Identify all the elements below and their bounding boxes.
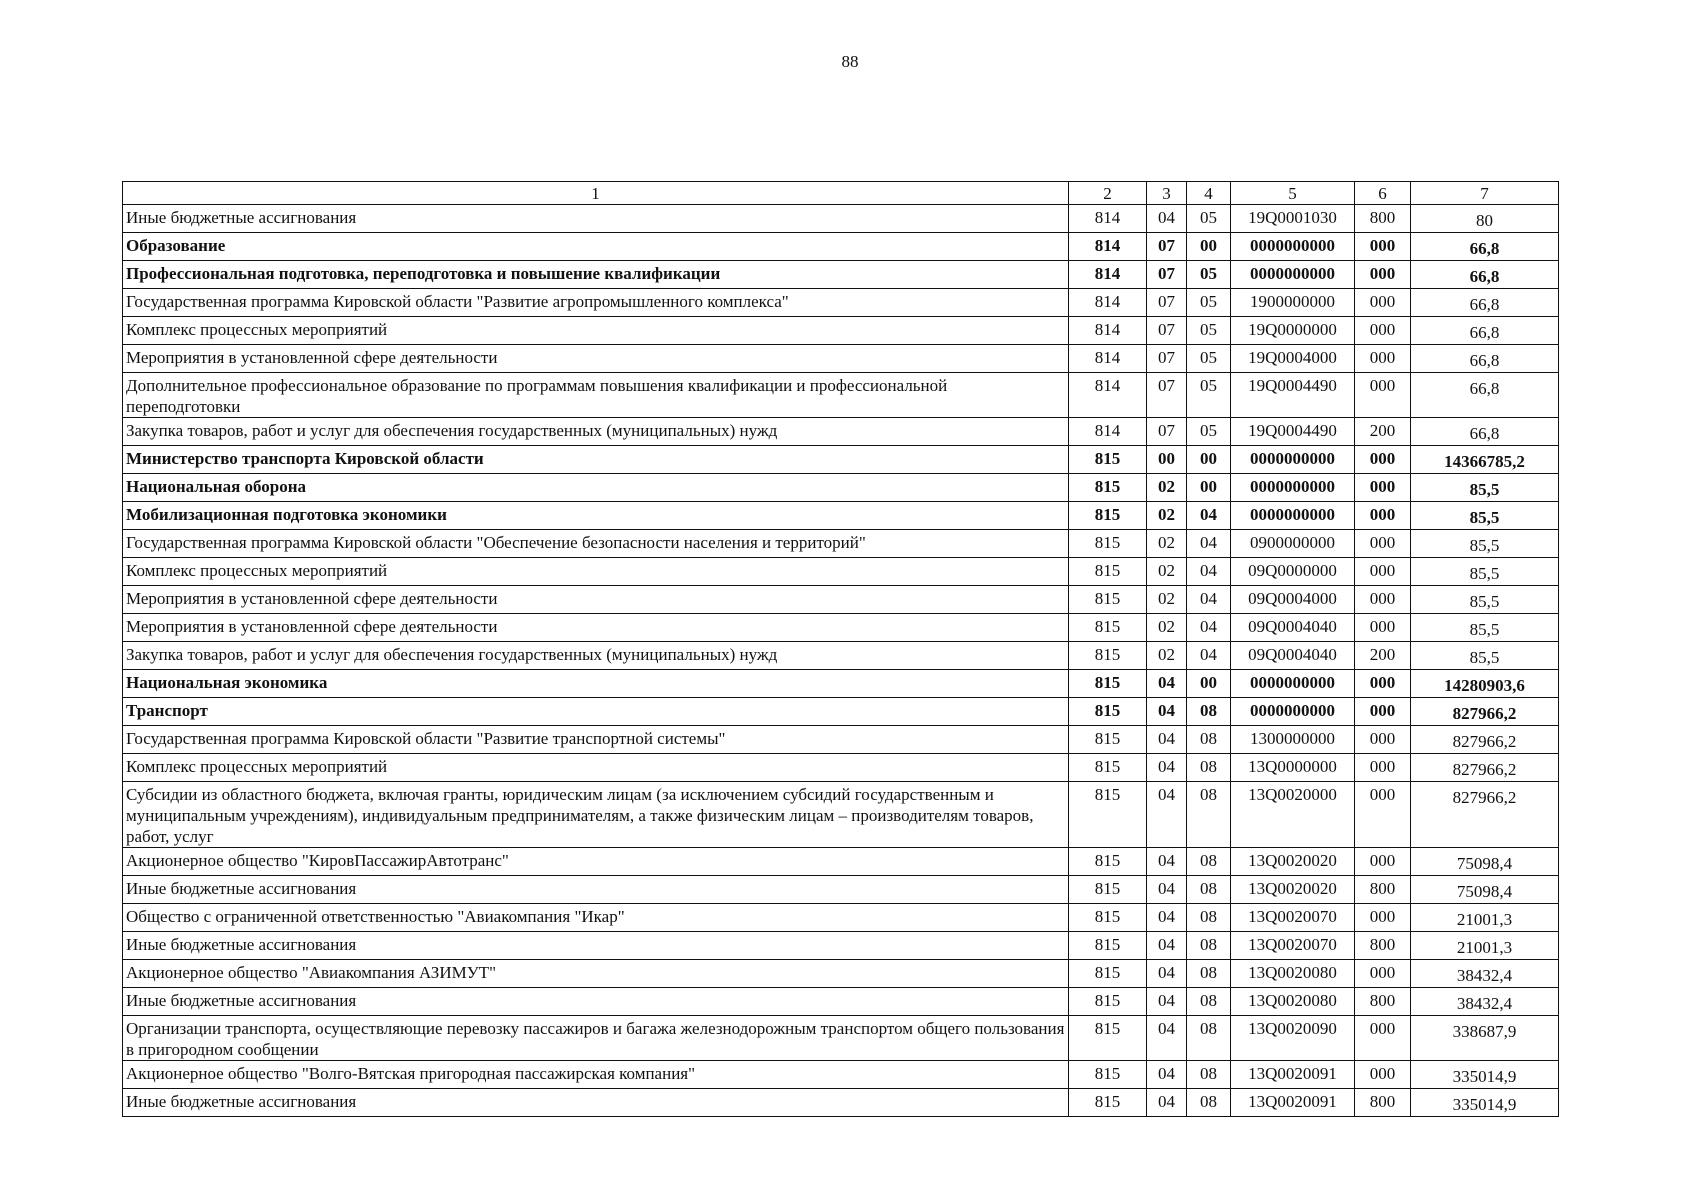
cell-section: 04 — [1147, 754, 1187, 782]
cell-name: Иные бюджетные ассигнования — [123, 932, 1069, 960]
cell-grbs: 815 — [1069, 698, 1147, 726]
cell-amount: 66,8 — [1411, 317, 1559, 345]
cell-amount: 827966,2 — [1411, 754, 1559, 782]
cell-expense-type: 800 — [1355, 988, 1411, 1016]
cell-name: Акционерное общество "Волго-Вятская пригородная пассажирская компания" — [123, 1061, 1069, 1089]
cell-grbs: 814 — [1069, 261, 1147, 289]
cell-grbs: 815 — [1069, 876, 1147, 904]
page-number: 88 — [841, 52, 859, 71]
cell-expense-type: 800 — [1355, 205, 1411, 233]
cell-subsection: 08 — [1187, 698, 1231, 726]
header-cell: 6 — [1355, 182, 1411, 205]
cell-subsection: 04 — [1187, 586, 1231, 614]
cell-target-article: 13Q0020090 — [1231, 1016, 1355, 1061]
cell-section: 04 — [1147, 848, 1187, 876]
cell-grbs: 815 — [1069, 726, 1147, 754]
cell-name: Организации транспорта, осуществляющие перевозку пассажиров и багажа железнодорожным транспортом общего пользования в пригородном сообщении — [123, 1016, 1069, 1061]
cell-name: Мероприятия в установленной сфере деятельности — [123, 586, 1069, 614]
cell-subsection: 05 — [1187, 418, 1231, 446]
cell-name: Государственная программа Кировской области "Развитие транспортной системы" — [123, 726, 1069, 754]
cell-subsection: 08 — [1187, 904, 1231, 932]
cell-grbs: 814 — [1069, 233, 1147, 261]
cell-name: Общество с ограниченной ответственностью "Авиакомпания "Икар" — [123, 904, 1069, 932]
cell-subsection: 04 — [1187, 558, 1231, 586]
cell-section: 02 — [1147, 530, 1187, 558]
cell-section: 02 — [1147, 558, 1187, 586]
cell-name: Министерство транспорта Кировской области — [123, 446, 1069, 474]
cell-section: 04 — [1147, 932, 1187, 960]
cell-section: 04 — [1147, 988, 1187, 1016]
cell-subsection: 08 — [1187, 782, 1231, 848]
cell-section: 02 — [1147, 502, 1187, 530]
cell-amount: 66,8 — [1411, 373, 1559, 418]
cell-amount: 75098,4 — [1411, 848, 1559, 876]
cell-name: Субсидии из областного бюджета, включая гранты, юридическим лицам (за исключением субсидий государственным и муниципальным учреждениям), индивидуальным предпринимателям, а также физическим лицам – производителям товаров, работ, услуг — [123, 782, 1069, 848]
cell-grbs: 815 — [1069, 474, 1147, 502]
cell-amount: 66,8 — [1411, 261, 1559, 289]
cell-amount: 85,5 — [1411, 642, 1559, 670]
cell-expense-type: 800 — [1355, 932, 1411, 960]
cell-subsection: 08 — [1187, 932, 1231, 960]
cell-subsection: 08 — [1187, 848, 1231, 876]
cell-amount: 21001,3 — [1411, 932, 1559, 960]
cell-target-article: 13Q0020070 — [1231, 904, 1355, 932]
cell-section: 04 — [1147, 1089, 1187, 1117]
cell-subsection: 08 — [1187, 960, 1231, 988]
cell-grbs: 815 — [1069, 614, 1147, 642]
cell-expense-type: 000 — [1355, 670, 1411, 698]
cell-grbs: 814 — [1069, 345, 1147, 373]
cell-name: Комплекс процессных мероприятий — [123, 317, 1069, 345]
cell-expense-type: 200 — [1355, 642, 1411, 670]
cell-grbs: 815 — [1069, 558, 1147, 586]
cell-target-article: 1900000000 — [1231, 289, 1355, 317]
cell-subsection: 08 — [1187, 876, 1231, 904]
cell-name: Дополнительное профессиональное образование по программам повышения квалификации и профессиональной переподготовки — [123, 373, 1069, 418]
cell-grbs: 815 — [1069, 960, 1147, 988]
cell-subsection: 08 — [1187, 1061, 1231, 1089]
cell-target-article: 0000000000 — [1231, 698, 1355, 726]
cell-amount: 75098,4 — [1411, 876, 1559, 904]
cell-grbs: 815 — [1069, 446, 1147, 474]
cell-expense-type: 000 — [1355, 345, 1411, 373]
cell-grbs: 815 — [1069, 1016, 1147, 1061]
cell-subsection: 00 — [1187, 474, 1231, 502]
cell-grbs: 815 — [1069, 642, 1147, 670]
cell-section: 02 — [1147, 474, 1187, 502]
cell-expense-type: 000 — [1355, 698, 1411, 726]
table-row — [123, 1061, 1559, 1089]
cell-name: Комплекс процессных мероприятий — [123, 558, 1069, 586]
cell-section: 07 — [1147, 261, 1187, 289]
cell-name: Национальная оборона — [123, 474, 1069, 502]
cell-section: 02 — [1147, 642, 1187, 670]
cell-target-article: 0000000000 — [1231, 261, 1355, 289]
cell-amount: 66,8 — [1411, 418, 1559, 446]
cell-target-article: 13Q0020020 — [1231, 876, 1355, 904]
cell-grbs: 815 — [1069, 904, 1147, 932]
cell-grbs: 814 — [1069, 289, 1147, 317]
cell-target-article: 13Q0000000 — [1231, 754, 1355, 782]
cell-subsection: 08 — [1187, 1016, 1231, 1061]
cell-section: 04 — [1147, 205, 1187, 233]
cell-target-article: 13Q0020020 — [1231, 848, 1355, 876]
cell-expense-type: 000 — [1355, 261, 1411, 289]
cell-name: Закупка товаров, работ и услуг для обеспечения государственных (муниципальных) нужд — [123, 642, 1069, 670]
cell-amount: 85,5 — [1411, 474, 1559, 502]
table-row — [123, 586, 1559, 614]
table-row — [123, 1089, 1559, 1117]
cell-name: Мероприятия в установленной сфере деятельности — [123, 614, 1069, 642]
header-cell: 2 — [1069, 182, 1147, 205]
cell-subsection: 08 — [1187, 754, 1231, 782]
table-row — [123, 317, 1559, 345]
cell-section: 07 — [1147, 317, 1187, 345]
cell-target-article: 13Q0020091 — [1231, 1089, 1355, 1117]
cell-section: 04 — [1147, 698, 1187, 726]
cell-amount: 14280903,6 — [1411, 670, 1559, 698]
cell-section: 02 — [1147, 586, 1187, 614]
cell-grbs: 814 — [1069, 317, 1147, 345]
cell-amount: 827966,2 — [1411, 782, 1559, 848]
cell-target-article: 09Q0004040 — [1231, 642, 1355, 670]
cell-subsection: 00 — [1187, 670, 1231, 698]
cell-amount: 85,5 — [1411, 558, 1559, 586]
cell-subsection: 05 — [1187, 317, 1231, 345]
cell-expense-type: 000 — [1355, 1016, 1411, 1061]
cell-section: 04 — [1147, 726, 1187, 754]
cell-target-article: 19Q0004490 — [1231, 418, 1355, 446]
cell-target-article: 13Q0020070 — [1231, 932, 1355, 960]
cell-amount: 80 — [1411, 205, 1559, 233]
cell-grbs: 815 — [1069, 754, 1147, 782]
cell-target-article: 09Q0004040 — [1231, 614, 1355, 642]
cell-grbs: 815 — [1069, 988, 1147, 1016]
table-row — [123, 446, 1559, 474]
cell-expense-type: 000 — [1355, 726, 1411, 754]
table-row — [123, 502, 1559, 530]
cell-target-article: 09Q0004000 — [1231, 586, 1355, 614]
cell-grbs: 815 — [1069, 1061, 1147, 1089]
cell-amount: 85,5 — [1411, 530, 1559, 558]
cell-target-article: 13Q0020080 — [1231, 988, 1355, 1016]
cell-subsection: 04 — [1187, 614, 1231, 642]
cell-subsection: 05 — [1187, 289, 1231, 317]
table-row — [123, 205, 1559, 233]
cell-grbs: 815 — [1069, 502, 1147, 530]
table-row — [123, 474, 1559, 502]
cell-amount: 66,8 — [1411, 233, 1559, 261]
table-row — [123, 726, 1559, 754]
cell-subsection: 04 — [1187, 642, 1231, 670]
table-row — [123, 1016, 1559, 1061]
cell-section: 07 — [1147, 345, 1187, 373]
cell-amount: 38432,4 — [1411, 988, 1559, 1016]
cell-expense-type: 800 — [1355, 1089, 1411, 1117]
cell-target-article: 0000000000 — [1231, 670, 1355, 698]
table-row — [123, 345, 1559, 373]
cell-target-article: 19Q0004000 — [1231, 345, 1355, 373]
cell-target-article: 0000000000 — [1231, 446, 1355, 474]
cell-name: Государственная программа Кировской области "Развитие агропромышленного комплекса" — [123, 289, 1069, 317]
cell-target-article: 13Q0020000 — [1231, 782, 1355, 848]
cell-name: Иные бюджетные ассигнования — [123, 1089, 1069, 1117]
cell-name: Закупка товаров, работ и услуг для обеспечения государственных (муниципальных) нужд — [123, 418, 1069, 446]
cell-section: 00 — [1147, 446, 1187, 474]
table-header-row — [123, 182, 1559, 205]
cell-target-article: 13Q0020091 — [1231, 1061, 1355, 1089]
cell-expense-type: 000 — [1355, 233, 1411, 261]
cell-section: 07 — [1147, 233, 1187, 261]
cell-expense-type: 800 — [1355, 876, 1411, 904]
cell-name: Акционерное общество "Авиакомпания АЗИМУТ" — [123, 960, 1069, 988]
cell-amount: 85,5 — [1411, 502, 1559, 530]
cell-target-article: 09Q0000000 — [1231, 558, 1355, 586]
cell-name: Мобилизационная подготовка экономики — [123, 502, 1069, 530]
cell-expense-type: 000 — [1355, 754, 1411, 782]
cell-expense-type: 200 — [1355, 418, 1411, 446]
cell-expense-type: 000 — [1355, 558, 1411, 586]
table-row — [123, 754, 1559, 782]
cell-section: 07 — [1147, 418, 1187, 446]
cell-subsection: 05 — [1187, 373, 1231, 418]
cell-subsection: 05 — [1187, 261, 1231, 289]
cell-expense-type: 000 — [1355, 530, 1411, 558]
cell-amount: 85,5 — [1411, 586, 1559, 614]
table-row — [123, 904, 1559, 932]
header-cell: 7 — [1411, 182, 1559, 205]
cell-name: Комплекс процессных мероприятий — [123, 754, 1069, 782]
cell-grbs: 815 — [1069, 932, 1147, 960]
cell-target-article: 19Q0001030 — [1231, 205, 1355, 233]
table-row — [123, 698, 1559, 726]
table-row — [123, 373, 1559, 418]
table-row — [123, 289, 1559, 317]
cell-name: Иные бюджетные ассигнования — [123, 988, 1069, 1016]
cell-section: 04 — [1147, 782, 1187, 848]
header-cell: 5 — [1231, 182, 1355, 205]
cell-amount: 38432,4 — [1411, 960, 1559, 988]
cell-target-article: 0000000000 — [1231, 233, 1355, 261]
cell-grbs: 815 — [1069, 586, 1147, 614]
cell-name: Иные бюджетные ассигнования — [123, 205, 1069, 233]
cell-section: 04 — [1147, 1016, 1187, 1061]
cell-grbs: 815 — [1069, 530, 1147, 558]
cell-target-article: 0000000000 — [1231, 502, 1355, 530]
cell-expense-type: 000 — [1355, 446, 1411, 474]
header-cell: 4 — [1187, 182, 1231, 205]
cell-target-article: 0900000000 — [1231, 530, 1355, 558]
cell-amount: 66,8 — [1411, 345, 1559, 373]
header-cell: 3 — [1147, 182, 1187, 205]
cell-grbs: 815 — [1069, 848, 1147, 876]
cell-section: 02 — [1147, 614, 1187, 642]
cell-amount: 338687,9 — [1411, 1016, 1559, 1061]
cell-expense-type: 000 — [1355, 502, 1411, 530]
cell-target-article: 0000000000 — [1231, 474, 1355, 502]
table-row — [123, 782, 1559, 848]
cell-grbs: 815 — [1069, 670, 1147, 698]
cell-name: Образование — [123, 233, 1069, 261]
table-row — [123, 960, 1559, 988]
cell-subsection: 00 — [1187, 233, 1231, 261]
table-row — [123, 670, 1559, 698]
cell-target-article: 13Q0020080 — [1231, 960, 1355, 988]
cell-expense-type: 000 — [1355, 614, 1411, 642]
cell-name: Акционерное общество "КировПассажирАвтотранс" — [123, 848, 1069, 876]
cell-expense-type: 000 — [1355, 1061, 1411, 1089]
table-row — [123, 233, 1559, 261]
cell-name: Национальная экономика — [123, 670, 1069, 698]
cell-amount: 335014,9 — [1411, 1089, 1559, 1117]
cell-expense-type: 000 — [1355, 586, 1411, 614]
cell-target-article: 19Q0004490 — [1231, 373, 1355, 418]
cell-amount: 85,5 — [1411, 614, 1559, 642]
table-row — [123, 261, 1559, 289]
cell-section: 04 — [1147, 960, 1187, 988]
table-row — [123, 848, 1559, 876]
cell-subsection: 08 — [1187, 988, 1231, 1016]
cell-target-article: 19Q0000000 — [1231, 317, 1355, 345]
cell-grbs: 815 — [1069, 1089, 1147, 1117]
table-row — [123, 418, 1559, 446]
cell-expense-type: 000 — [1355, 474, 1411, 502]
cell-target-article: 1300000000 — [1231, 726, 1355, 754]
table-row — [123, 876, 1559, 904]
table-row — [123, 642, 1559, 670]
table-row — [123, 530, 1559, 558]
cell-subsection: 04 — [1187, 530, 1231, 558]
cell-subsection: 00 — [1187, 446, 1231, 474]
cell-amount: 827966,2 — [1411, 698, 1559, 726]
cell-name: Иные бюджетные ассигнования — [123, 876, 1069, 904]
header-cell: 1 — [123, 182, 1069, 205]
cell-subsection: 08 — [1187, 726, 1231, 754]
cell-subsection: 04 — [1187, 502, 1231, 530]
table-row — [123, 614, 1559, 642]
cell-section: 07 — [1147, 373, 1187, 418]
cell-amount: 66,8 — [1411, 289, 1559, 317]
budget-table — [122, 181, 1559, 1117]
cell-subsection: 05 — [1187, 345, 1231, 373]
table-row — [123, 988, 1559, 1016]
cell-expense-type: 000 — [1355, 317, 1411, 345]
table-row — [123, 932, 1559, 960]
cell-section: 04 — [1147, 670, 1187, 698]
cell-expense-type: 000 — [1355, 848, 1411, 876]
cell-section: 04 — [1147, 904, 1187, 932]
cell-grbs: 815 — [1069, 782, 1147, 848]
cell-expense-type: 000 — [1355, 960, 1411, 988]
cell-section: 04 — [1147, 876, 1187, 904]
cell-expense-type: 000 — [1355, 904, 1411, 932]
cell-amount: 14366785,2 — [1411, 446, 1559, 474]
cell-subsection: 08 — [1187, 1089, 1231, 1117]
cell-grbs: 814 — [1069, 418, 1147, 446]
cell-subsection: 05 — [1187, 205, 1231, 233]
table-row — [123, 558, 1559, 586]
cell-grbs: 814 — [1069, 205, 1147, 233]
cell-expense-type: 000 — [1355, 782, 1411, 848]
cell-section: 07 — [1147, 289, 1187, 317]
cell-expense-type: 000 — [1355, 289, 1411, 317]
cell-amount: 335014,9 — [1411, 1061, 1559, 1089]
cell-name: Транспорт — [123, 698, 1069, 726]
cell-amount: 827966,2 — [1411, 726, 1559, 754]
cell-grbs: 814 — [1069, 373, 1147, 418]
cell-section: 04 — [1147, 1061, 1187, 1089]
cell-name: Государственная программа Кировской области "Обеспечение безопасности населения и территорий" — [123, 530, 1069, 558]
cell-name: Профессиональная подготовка, переподготовка и повышение квалификации — [123, 261, 1069, 289]
cell-amount: 21001,3 — [1411, 904, 1559, 932]
cell-name: Мероприятия в установленной сфере деятельности — [123, 345, 1069, 373]
cell-expense-type: 000 — [1355, 373, 1411, 418]
